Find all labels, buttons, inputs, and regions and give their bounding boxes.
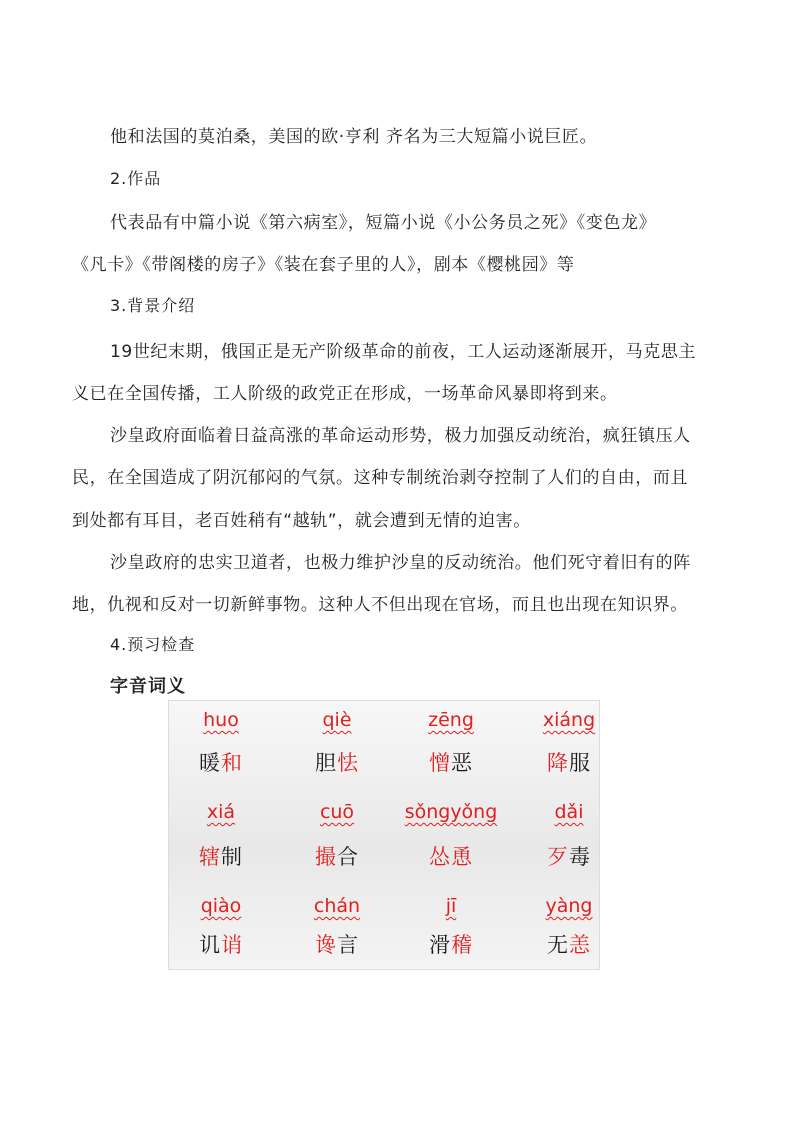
heading-works: 2.作品 (110, 169, 162, 188)
vocab-pinyin: jī (445, 895, 457, 917)
vocab-char-highlight: 和 (221, 751, 243, 775)
vocab-char-plain: 讥 (199, 933, 221, 957)
vocab-char-highlight: 怂恿 (429, 845, 473, 869)
vocab-pinyin: qiào (200, 895, 242, 917)
vocab-char-highlight: 谗 (315, 933, 337, 957)
vocab-char-plain: 服 (569, 751, 591, 775)
vocab-char-plain: 言 (337, 933, 359, 957)
vocab-char-plain: 合 (337, 845, 359, 869)
vocab-pinyin: yàng (545, 895, 593, 917)
vocab-word (287, 841, 387, 871)
vocab-char-plain: 无 (547, 933, 569, 957)
background-line-2: 义已在全国传播，工人阶级的政党正在形成，一场革命风暴即将到来。 (72, 384, 618, 404)
vocab-char-highlight: 歹 (547, 845, 569, 869)
vocab-word (401, 929, 501, 959)
background-line-5: 到处都有耳目，老百姓稍有“越轨”，就会遭到无情的迫害。 (72, 511, 531, 531)
vocab-word (287, 747, 387, 777)
works-line-2: 《凡卡》《带阁楼的房子》《装在套子里的人》，剧本《樱桃园》等 (72, 255, 575, 275)
vocab-pinyin: zēng (428, 709, 474, 731)
vocab-pinyin: sǒngyǒng (404, 801, 498, 823)
background-line-3: 沙皇政府面临着日益高涨的革命运动形势，极力加强反动统治，疯狂镇压人 (110, 426, 691, 446)
vocab-pinyin: huo (203, 709, 239, 731)
vocab-pinyin: xiáng (542, 709, 596, 731)
vocab-char-plain: 滑 (429, 933, 451, 957)
vocab-word (401, 841, 501, 871)
heading-preview: 4.预习检查 (110, 635, 196, 654)
vocab-word (519, 929, 619, 959)
vocab-char-highlight: 辖 (199, 845, 221, 869)
vocab-char-plain: 恶 (451, 751, 473, 775)
vocab-word (401, 747, 501, 777)
vocab-char-highlight: 憎 (429, 751, 451, 775)
vocab-word (519, 841, 619, 871)
vocab-pinyin: dǎi (554, 801, 584, 823)
background-line-7: 地，仇视和反对一切新鲜事物。这种人不但出现在官场，而且也出现在知识界。 (72, 595, 688, 615)
vocab-title: 字音词义 (110, 676, 186, 697)
vocab-char-highlight: 降 (547, 751, 569, 775)
vocab-panel (168, 700, 600, 970)
vocab-pinyin: xiá (206, 801, 236, 823)
intro-line: 他和法国的莫泊桑，美国的欧·亨利 齐名为三大短篇小说巨匠。 (110, 127, 598, 147)
vocab-char-plain: 暖 (199, 751, 221, 775)
vocab-word (519, 747, 619, 777)
heading-background: 3.背景介绍 (110, 296, 196, 315)
vocab-char-plain: 毒 (569, 845, 591, 869)
vocab-char-highlight: 撮 (315, 845, 337, 869)
background-line-1: 19世纪末期，俄国正是无产阶级革命的前夜，工人运动逐渐展开，马克思主 (110, 342, 697, 362)
vocab-char-highlight: 恙 (569, 933, 591, 957)
vocab-char-plain: 胆 (315, 751, 337, 775)
vocab-char-highlight: 诮 (221, 933, 243, 957)
vocab-char-highlight: 怯 (337, 751, 359, 775)
vocab-char-plain: 制 (221, 845, 243, 869)
vocab-pinyin: cuō (319, 801, 355, 823)
vocab-word (171, 929, 271, 959)
vocab-pinyin: qiè (322, 709, 352, 731)
vocab-word (171, 747, 271, 777)
vocab-word (171, 841, 271, 871)
vocab-word (287, 929, 387, 959)
background-line-4: 民，在全国造成了阴沉郁闷的气氛。这种专制统治剥夺控制了人们的自由，而且 (72, 468, 688, 488)
works-line-1: 代表品有中篇小说《第六病室》，短篇小说《小公务员之死》《变色龙》 (110, 213, 657, 233)
vocab-char-highlight: 稽 (451, 933, 473, 957)
background-line-6: 沙皇政府的忠实卫道者，也极力维护沙皇的反动统治。他们死守着旧有的阵 (110, 553, 691, 573)
vocab-pinyin: chán (313, 895, 361, 917)
